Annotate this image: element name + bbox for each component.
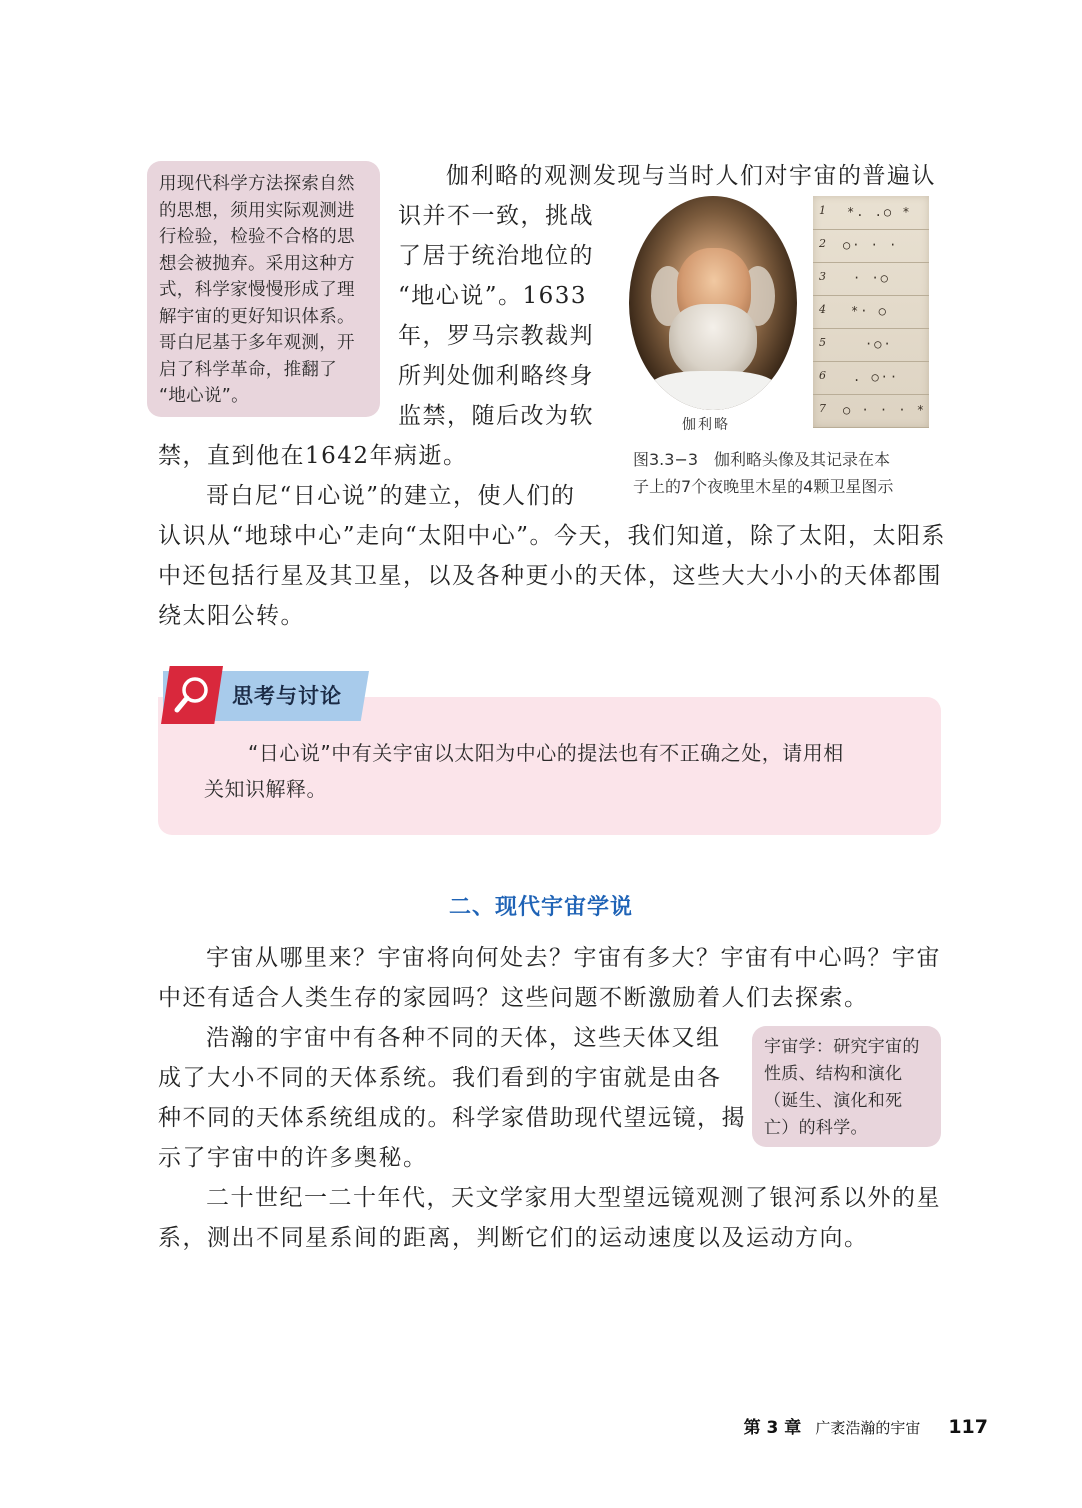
note-line: 哥白尼基于多年观测，开 (159, 333, 355, 353)
paragraph-text-line: 浩瀚的宇宙中有各种不同的天体，这些天体又组 (206, 1025, 721, 1051)
paragraph-text-line: 中还有适合人类生存的家园吗？这些问题不断激励着人们去探索。 (158, 985, 869, 1011)
notebook-row (813, 361, 929, 395)
notebook-row-mark: 3 (819, 270, 826, 283)
caption-line: 图3.3−3 伽利略头像及其记录在本 (633, 450, 891, 469)
paragraph-text-line: 了居于统治地位的 (398, 243, 594, 269)
paragraph-text-line: 伽利略的观测发现与当时人们对宇宙的普遍认 (446, 163, 936, 189)
notebook-row-mark: 2 (819, 237, 826, 250)
notebook-row (813, 262, 929, 296)
notebook-row-stars: *· ○ (851, 304, 888, 318)
notebook-row-stars: *. .○ * (847, 205, 912, 219)
notebook-row (813, 394, 929, 428)
notebook-row-stars: ○ · · · * (843, 403, 927, 417)
figure-caption (633, 446, 893, 500)
paragraph-text-line: 认识从“地球中心”走向“太阳中心”。今天，我们知道，除了太阳，太阳系 (158, 523, 947, 549)
paragraph-text-line: 二十世纪一二十年代，天文学家用大型望远镜观测了银河系以外的星 (206, 1185, 941, 1211)
notebook-row-stars: . ○·· (853, 370, 900, 384)
notebook-row (813, 229, 929, 263)
notebook-row-stars: ·○· (865, 337, 893, 351)
note-line: 性质、结构和演化 (764, 1064, 903, 1084)
notebook-row (813, 328, 929, 362)
paragraph-text-line: “地心说”。1633 (398, 283, 588, 309)
notebook-row-mark: 1 (819, 204, 826, 217)
note-line: （诞生、演化和死 (764, 1091, 903, 1111)
note-line: 亡）的科学。 (764, 1118, 868, 1138)
footer-chapter-name: 广袤浩瀚的宇宙 (815, 1419, 921, 1437)
note-line: “地心说”。 (159, 386, 249, 406)
paragraph-text-line: 识并不一致，挑战 (398, 203, 594, 229)
notebook-row (813, 196, 929, 230)
notebook-row-mark: 4 (819, 303, 826, 316)
note-line: 启了科学革命，推翻了 (159, 359, 337, 380)
paragraph-text-line: 绕太阳公转。 (158, 603, 305, 629)
paragraph-text-line: 禁，直到他在1642年病逝。 (158, 443, 468, 469)
footer-chapter: 第 3 章 (743, 1418, 802, 1438)
sidebar-note-cosmology-definition (752, 1026, 941, 1147)
page-number: 117 (948, 1416, 988, 1438)
paragraph-text-line: 宇宙从哪里来？宇宙将向何处去？宇宙有多大？宇宙有中心吗？宇宙 (206, 945, 941, 971)
paragraph-text-line: 年，罗马宗教裁判 (398, 323, 594, 349)
paragraph-text-line: 监禁，随后改为软 (398, 403, 594, 429)
paragraph-text-line: 哥白尼“日心说”的建立，使人们的 (206, 483, 576, 509)
notebook-row-mark: 5 (819, 336, 826, 349)
sidebar-note-scientific-method (147, 161, 380, 417)
note-line: 式，科学家慢慢形成了理 (159, 280, 355, 300)
note-line: 的思想，须用实际观测进 (159, 200, 355, 221)
think-discuss-text-line: “日心说”中有关宇宙以太阳为中心的提法也有不正确之处，请用相 (248, 741, 844, 765)
think-discuss-text-line: 关知识解释。 (204, 777, 327, 801)
paragraph-text-line: 中还包括行星及其卫星，以及各种更小的天体，这些大大小小的天体都围 (158, 563, 942, 589)
portrait-label: 伽利略 (682, 417, 730, 433)
note-line: 行检验，检验不合格的思 (159, 227, 355, 247)
paragraph-text-line: 系，测出不同星系间的距离，判断它们的运动速度以及运动方向。 (158, 1225, 869, 1251)
think-discuss-icon-badge (161, 666, 223, 724)
paragraph-text-line: 种不同的天体系统组成的。科学家借助现代望远镜，揭 (158, 1105, 746, 1131)
think-discuss-title: 思考与讨论 (232, 684, 342, 708)
galileo-portrait-image (629, 196, 797, 410)
notebook-row-stars: · ·○ (853, 271, 890, 285)
notebook-row-stars: ○· · · (843, 238, 899, 252)
note-line: 解宇宙的更好知识体系。 (159, 306, 355, 327)
notebook-row-mark: 7 (819, 402, 826, 415)
caption-line: 子上的7个夜晚里木星的4颗卫星图示 (633, 477, 894, 496)
magnifier-icon (161, 666, 223, 724)
paragraph-text-line: 成了大小不同的天体系统。我们看到的宇宙就是由各 (158, 1065, 722, 1091)
paragraph-text-line: 所判处伽利略终身 (398, 363, 594, 389)
notebook-row (813, 295, 929, 329)
note-line: 用现代科学方法探索自然 (159, 174, 355, 194)
note-line: 宇宙学：研究宇宙的 (764, 1037, 920, 1057)
notebook-row-mark: 6 (819, 369, 826, 382)
section-heading: 二、现代宇宙学说 (448, 895, 633, 920)
jupiter-moons-notebook-image (813, 196, 929, 428)
paragraph-text-line: 示了宇宙中的许多奥秘。 (158, 1145, 428, 1171)
note-line: 想会被抛弃。采用这种方 (159, 253, 355, 274)
page-footer (744, 1413, 988, 1438)
